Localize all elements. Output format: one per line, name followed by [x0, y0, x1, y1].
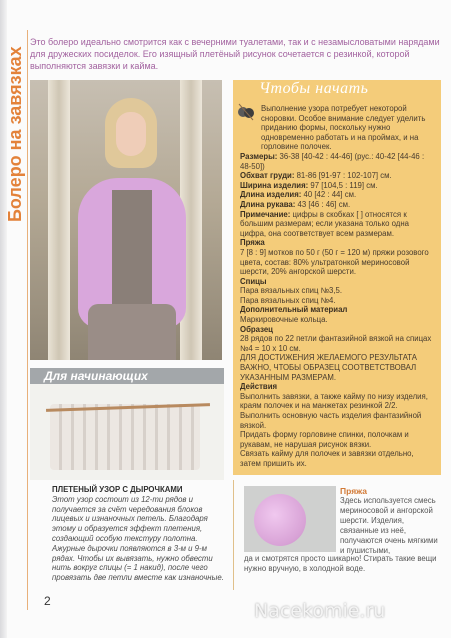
pattern-title: ПЛЕТЕНЫЙ УЗОР С ДЫРОЧКАМИ — [52, 485, 183, 494]
pattern-description — [52, 485, 227, 583]
length-value: 40 [42 : 44] см. — [303, 190, 357, 200]
column-rule — [233, 480, 234, 590]
sample-label: Образец — [240, 324, 273, 334]
needles-2: Пара вязальных спиц №4. — [240, 295, 336, 305]
sizes-value: 36-38 [40-42 : 44-46] (рус.: 40-42 [44-46 : 48-50]) — [240, 151, 425, 171]
actions-2: Выполнить основную часть изделия фантазийной вязкой. — [240, 411, 422, 430]
yarn-value: 7 [8 : 9] мотков по 50 г (50 г = 120 м) пряжи розового цвета, состав: 80% ультратонкой мериносовой шерсти, 20% ангорской шерсти. — [240, 247, 429, 277]
needles-label: Спицы — [240, 276, 267, 286]
note-value: цифры в скобках [ ] относятся к большим размерам; если указана только одна цифра, она соответствует всем размерам. — [240, 209, 409, 238]
yarn-tail: да и смотрятся просто шикарно! Стирать такие вещи нужно вручную, в холодной воде. — [244, 554, 437, 573]
instructions-heading: Чтобы начать — [259, 80, 369, 97]
sample-value: 28 рядов по 22 петли фантазийной вязкой на спицах №4 = 10 х 10 см. — [240, 334, 432, 353]
yarn-title: Пряжа — [340, 486, 368, 496]
sizes-label: Размеры: — [240, 151, 278, 161]
actions-1: Выполнить завязки, а также кайму по низу изделия, краям полочек и на манжетах резинкой 2/2. — [240, 391, 428, 411]
width-value: 97 [104,5 : 119] см. — [310, 180, 378, 190]
note-label: Примечание: — [240, 209, 291, 219]
chest-value: 81-86 [91-97 : 102-107] см. — [296, 171, 392, 181]
sample-caps: ДЛЯ ДОСТИЖЕНИЯ ЖЕЛАЕМОГО РЕЗУЛЬТАТА ВАЖНО, ЧТОБЫ ОБРАЗЕЦ СООТВЕТСТВОВАЛ УКАЗАННЫМ РАЗМЕРАМ. — [240, 353, 417, 382]
instructions-text — [240, 104, 436, 469]
extra-label: Дополнительный материал — [240, 305, 348, 315]
extra-value: Маркировочные кольца. — [240, 315, 328, 325]
model-top — [112, 190, 152, 310]
yarn-text: Здесь используется смесь мериносовой и ангорской шерсти. Изделия, связанные из неё, получаются очень мягкими и пушистыми, — [340, 496, 438, 555]
chest-label: Обхват груди: — [240, 171, 295, 181]
needles-1: Пара вязальных спиц №3,5. — [240, 286, 343, 296]
yarn-ball — [254, 494, 306, 546]
swatch-photo — [30, 368, 224, 480]
sleeve-value: 43 [46 : 46] см. — [297, 199, 351, 209]
vertical-divider — [27, 30, 28, 610]
actions-3: Придать форму горловине спинки, полочкам и рукавам, не нарушая рисунок вязки. — [240, 430, 409, 449]
actions-4: Связать кайму для полочек и завязки отдельно, затем пришить их. — [240, 449, 414, 468]
model-face — [116, 112, 146, 156]
beginners-title: Для начинающих — [44, 369, 148, 383]
knit-swatch — [50, 404, 200, 470]
intro-paragraph: Это болеро идеально смотрится как с вечерними туалетами, так и с незамысловатыми нарядами для дружеских посиделок. Его изящный плетёный рисунок сочетается с резинкой, которой выполняются завязки и кайма. — [30, 37, 440, 71]
watermark: Nacekomie.ru — [254, 600, 386, 622]
yarn-label: Пряжа — [240, 238, 265, 248]
actions-label: Действия — [240, 382, 278, 392]
width-label: Ширина изделия: — [240, 180, 309, 190]
length-label: Длина изделия: — [240, 190, 302, 200]
sleeve-label: Длина рукава: — [240, 199, 296, 209]
yarn-photo — [244, 486, 336, 552]
model-skirt — [88, 304, 176, 360]
pattern-text: Этот узор состоит из 12-ти рядов и получается за счёт чередования блоков лицевых и изнаночных петель. Благодаря этому и образуется эффект плетения, создающий особую текстуру полотна. Ажурные дырочки появляются в 3-м и 9-м рядах. Чтобы их вывязать, нужно обвести нить вокруг спицы (= 1 накид), после чего провязать две петли вместе как изнаночные. — [52, 494, 224, 583]
vertical-title: Болеро на завязках — [5, 46, 25, 222]
yarn-box — [340, 486, 444, 556]
model-photo — [30, 80, 222, 360]
page-number: 2 — [44, 594, 51, 608]
instructions-lead: Выполнение узора потребует некоторой сноровки. Особое внимание следует уделить приданию формы, поскольку нужно одновременно работать и на проймах, и на горловине полочек. — [261, 104, 426, 152]
column-left — [48, 80, 70, 360]
